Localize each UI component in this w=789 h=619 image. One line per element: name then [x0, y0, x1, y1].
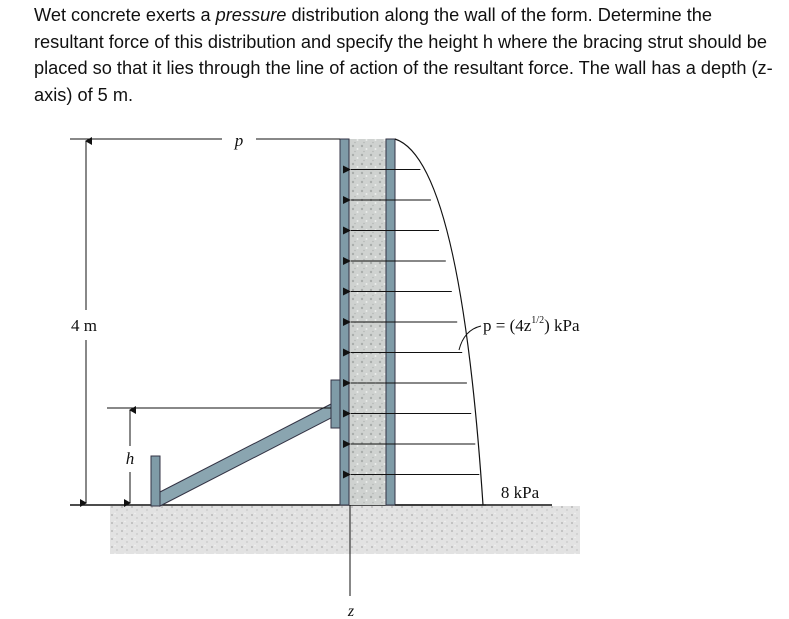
problem-text-start: Wet concrete exerts a [34, 5, 216, 25]
z-axis-label: z [347, 603, 355, 619]
ground [70, 505, 580, 554]
height-label: 4 m [71, 316, 97, 335]
p-top-label: p [234, 131, 244, 150]
left-board [340, 139, 349, 505]
problem-emphasis: pressure [215, 5, 287, 25]
equation-lhs: p = (4z [483, 316, 532, 335]
ground-fill [110, 506, 580, 554]
ground-stake [151, 456, 160, 506]
bracing-strut [160, 404, 331, 506]
equation-leader [459, 326, 481, 350]
bracing [151, 380, 340, 506]
h-label: h [125, 449, 135, 468]
problem-text-rest: distribution along the wall of the form. Determine the resultant force of this distribution and specify the height h where the bracing strut should be placed so that it lies through the line of action of the resultant force. The wall has a depth (z-axis) of 5 m. [34, 5, 773, 105]
equation-exponent: 1/2 [531, 315, 545, 326]
pressure-equation [483, 315, 580, 335]
strut-cleat [331, 380, 340, 428]
equation-rhs: ) kPa [544, 316, 580, 335]
max-pressure-label: 8 kPa [500, 483, 540, 502]
